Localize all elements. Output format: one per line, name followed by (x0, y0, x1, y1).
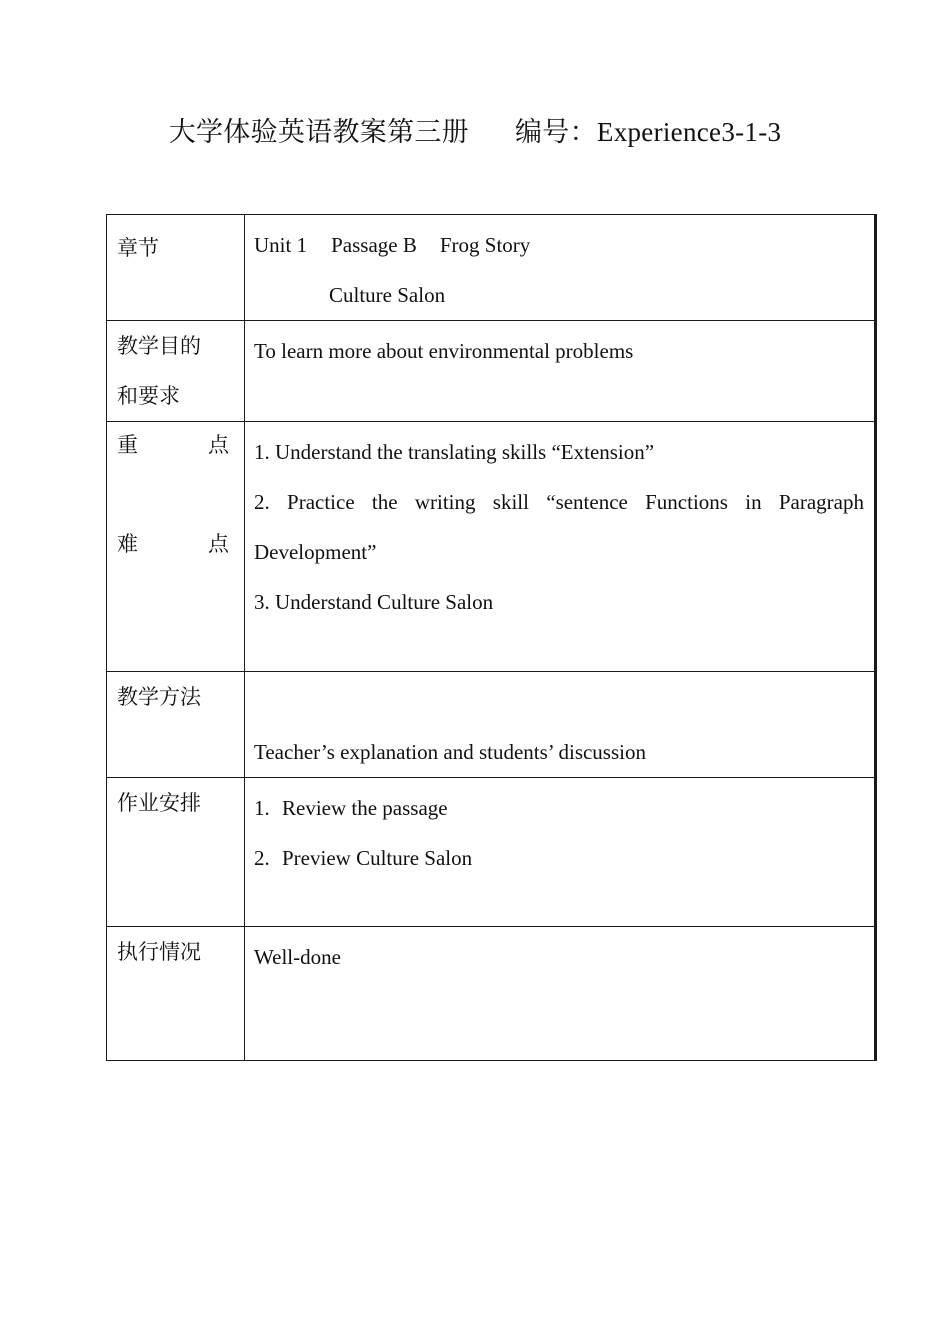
chapter-passage: Passage B (331, 233, 417, 257)
homework-item-2-number: 2. (254, 846, 270, 870)
execution-content-cell (245, 927, 876, 1061)
table-row-chapter (107, 215, 876, 321)
chapter-label: 章节 (117, 236, 159, 260)
document-code: 编号：Experience3-1-3 (515, 117, 782, 147)
chapter-label-cell (107, 215, 245, 321)
homework-label: 作业安排 (117, 791, 201, 815)
method-label: 教学方法 (117, 685, 201, 709)
table-row-goal (107, 321, 876, 422)
method-content-cell (245, 672, 876, 778)
key-item-2: 2. Practice the writing skill “sentence Functions in Paragraph Development” (254, 490, 864, 564)
key-item-3: 3. Understand Culture Salon (254, 590, 494, 614)
lesson-plan-table (106, 214, 877, 1061)
chapter-story: Frog Story (439, 233, 531, 257)
table-row-key-points (107, 422, 876, 672)
goal-content-cell (245, 321, 876, 422)
homework-item-1-number: 1. (254, 796, 270, 820)
key-label-dian1: 点 (208, 433, 229, 457)
goal-label-line2: 和要求 (117, 384, 180, 408)
method-text: Teacher’s explanation and students’ discussion (254, 740, 646, 764)
chapter-line1 (254, 220, 864, 270)
homework-item-1-text: Review the passage (282, 796, 448, 820)
key-label-nan: 难 (117, 532, 138, 556)
chapter-line2: Culture Salon (329, 283, 446, 307)
chapter-unit: Unit 1 (254, 233, 308, 257)
key-label-cell (107, 422, 245, 672)
homework-item-1 (254, 783, 864, 833)
goal-text: To learn more about environmental problems (254, 339, 634, 363)
homework-content-cell (245, 778, 876, 927)
page-title (0, 112, 950, 152)
execution-label: 执行情况 (117, 940, 201, 964)
key-label-top (117, 430, 229, 460)
title-text: 大学体验英语教案第三册 (168, 117, 469, 147)
chapter-content-cell (245, 215, 876, 321)
key-item-1: 1. Understand the translating skills “Extension” (254, 440, 655, 464)
execution-label-cell (107, 927, 245, 1061)
execution-text: Well-done (254, 945, 341, 969)
method-label-cell (107, 672, 245, 778)
key-label-dian2: 点 (208, 532, 229, 556)
homework-item-2 (254, 833, 864, 883)
goal-label-line1: 教学目的 (117, 334, 201, 358)
homework-item-2-text: Preview Culture Salon (282, 846, 473, 870)
key-label-bottom (117, 529, 229, 559)
table-row-execution (107, 927, 876, 1061)
key-content-cell (245, 422, 876, 672)
table-row-homework (107, 778, 876, 927)
homework-label-cell (107, 778, 245, 927)
goal-label-cell (107, 321, 245, 422)
key-label-zhong: 重 (117, 433, 138, 457)
table-row-method (107, 672, 876, 778)
